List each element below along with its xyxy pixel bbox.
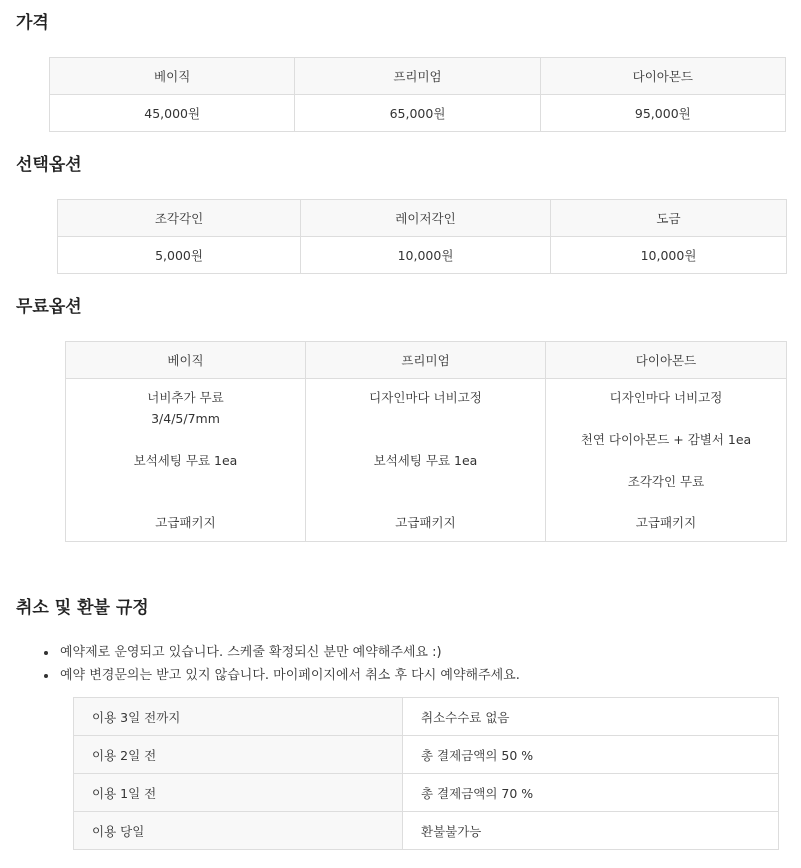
table-header-cell: 다이아몬드 bbox=[540, 58, 785, 95]
free-options-section-title: 무료옵션 bbox=[16, 297, 82, 317]
free-option-line: 천연 다이아몬드 + 감별서 1ea bbox=[580, 432, 752, 447]
table-row bbox=[58, 237, 787, 274]
free-options-table bbox=[65, 341, 787, 542]
price-table bbox=[49, 57, 786, 132]
refund-fee-cell: 취소수수료 없음 bbox=[403, 698, 779, 736]
refund-timing-cell: 이용 1일 전 bbox=[74, 774, 403, 812]
table-row bbox=[74, 736, 779, 774]
table-header-row bbox=[58, 200, 787, 237]
free-option-line: 보석세팅 무료 1ea bbox=[133, 453, 238, 468]
free-option-line bbox=[546, 450, 786, 471]
free-option-cell-basic bbox=[66, 379, 306, 542]
free-option-line bbox=[306, 408, 545, 429]
free-option-line bbox=[306, 429, 545, 450]
free-option-line: 디자인마다 너비고정 bbox=[369, 390, 482, 405]
table-row bbox=[74, 698, 779, 736]
free-option-package: 고급패키지 bbox=[635, 515, 697, 530]
table-header-cell: 다이아몬드 bbox=[546, 342, 787, 379]
refund-timing-cell: 이용 2일 전 bbox=[74, 736, 403, 774]
free-option-line: 조각각인 무료 bbox=[627, 474, 705, 489]
table-header-cell: 베이직 bbox=[50, 58, 295, 95]
option-price-cell: 10,000원 bbox=[551, 237, 787, 274]
refund-timing-cell: 이용 3일 전까지 bbox=[74, 698, 403, 736]
table-header-cell: 베이직 bbox=[66, 342, 306, 379]
price-cell: 45,000원 bbox=[50, 95, 295, 132]
free-option-cell-diamond bbox=[546, 379, 787, 542]
table-row bbox=[50, 95, 786, 132]
free-option-cell-premium bbox=[306, 379, 546, 542]
free-option-line: 보석세팅 무료 1ea bbox=[373, 453, 478, 468]
refund-fee-cell: 총 결제금액의 50 % bbox=[403, 736, 779, 774]
refund-notice-list bbox=[38, 641, 520, 687]
table-row bbox=[74, 774, 779, 812]
price-cell: 95,000원 bbox=[540, 95, 785, 132]
table-header-cell: 도금 bbox=[551, 200, 787, 237]
table-header-cell: 프리미엄 bbox=[295, 58, 540, 95]
table-header-row bbox=[66, 342, 787, 379]
free-option-line bbox=[66, 429, 305, 450]
refund-section-title: 취소 및 환불 규정 bbox=[16, 598, 149, 618]
table-header-cell: 조각각인 bbox=[58, 200, 301, 237]
options-table bbox=[57, 199, 787, 274]
list-item: • 예약제로 운영되고 있습니다. 스케줄 확정되신 분만 예약해주세요 :) bbox=[58, 641, 520, 664]
free-option-package: 고급패키지 bbox=[395, 515, 456, 530]
free-option-line: 3/4/5/7mm bbox=[151, 411, 220, 426]
table-header-row bbox=[50, 58, 786, 95]
price-cell: 65,000원 bbox=[295, 95, 540, 132]
table-header-cell: 레이저각인 bbox=[301, 200, 551, 237]
option-price-cell: 10,000원 bbox=[301, 237, 551, 274]
refund-timing-cell: 이용 당일 bbox=[74, 812, 403, 850]
table-row bbox=[74, 812, 779, 850]
free-option-package: 고급패키지 bbox=[155, 515, 216, 530]
refund-fee-cell: 환불불가능 bbox=[403, 812, 779, 850]
price-section-title: 가격 bbox=[16, 13, 49, 33]
free-option-line: 디자인마다 너비고정 bbox=[609, 390, 723, 405]
list-item: • 예약 변경문의는 받고 있지 않습니다. 마이페이지에서 취소 후 다시 예약해주세요. bbox=[58, 664, 520, 687]
free-option-line bbox=[546, 408, 786, 429]
table-header-cell: 프리미엄 bbox=[306, 342, 546, 379]
free-option-line: 너비추가 무료 bbox=[147, 390, 224, 405]
options-section-title: 선택옵션 bbox=[16, 155, 82, 175]
table-row bbox=[66, 379, 787, 542]
refund-policy-table bbox=[73, 697, 779, 850]
option-price-cell: 5,000원 bbox=[58, 237, 301, 274]
refund-fee-cell: 총 결제금액의 70 % bbox=[403, 774, 779, 812]
